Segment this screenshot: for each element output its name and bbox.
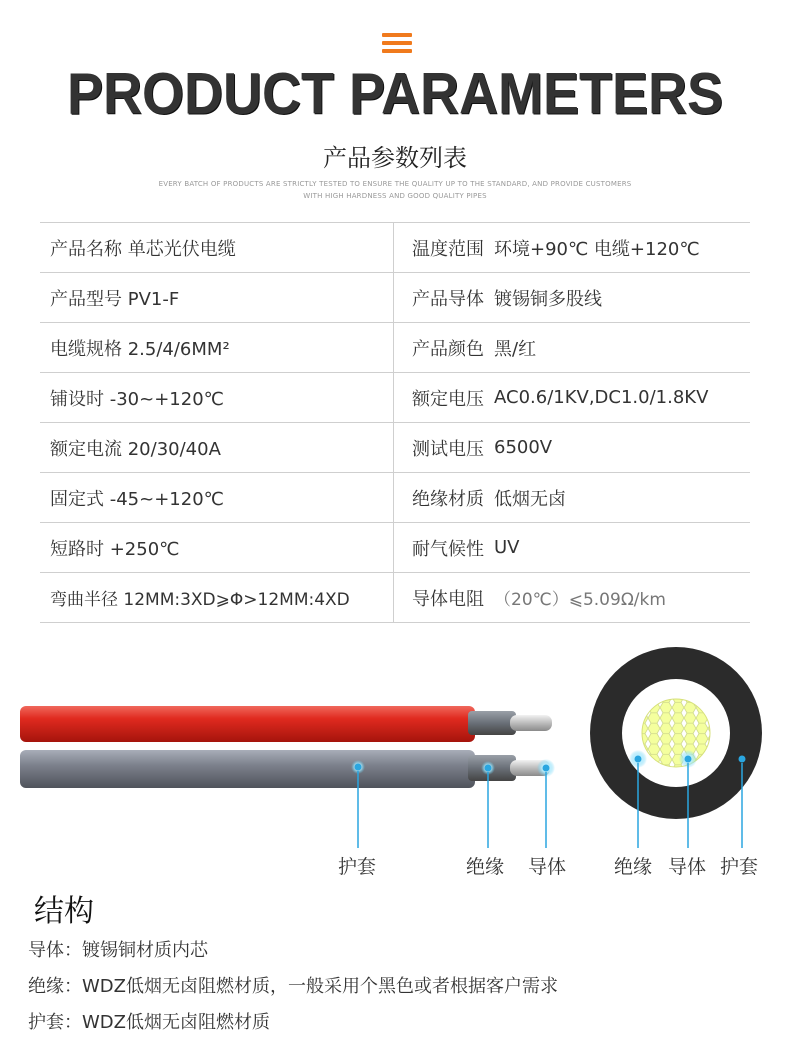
param-value: 6500V: [494, 437, 553, 458]
table-row: [40, 223, 750, 273]
param-label: 额定电压: [412, 388, 484, 410]
param-value: 环境+90℃ 电缆+120℃: [494, 238, 700, 260]
param-right: [394, 573, 750, 622]
table-row: [40, 373, 750, 423]
pointer-dot: [635, 756, 642, 763]
pointer-dot: [485, 765, 492, 772]
param-left: 产品名称 单芯光伏电缆: [40, 223, 394, 272]
page-subtitle: 产品参数列表: [323, 144, 467, 172]
table-row: [40, 573, 750, 623]
cable-structure-diagram: [0, 640, 790, 880]
param-right: [394, 223, 750, 272]
param-label: 导体电阻: [412, 588, 484, 610]
label-insulation-cross: 绝缘: [614, 856, 653, 878]
param-left: 弯曲半径 12MM:3XD⩾Φ>12MM:4XD: [40, 573, 394, 622]
param-value: 低烟无卤: [494, 488, 566, 510]
tagline: [150, 178, 640, 202]
param-left: 额定电流 20/30/40A: [40, 423, 394, 472]
menu-icon: [382, 33, 412, 55]
label-jacket: 护套: [338, 856, 377, 878]
table-row: [40, 473, 750, 523]
param-label: 绝缘材质: [412, 488, 484, 510]
param-value: AC0.6/1KV,DC1.0/1.8KV: [494, 387, 709, 408]
param-label: 耐气候性: [412, 538, 484, 560]
param-right: [394, 373, 750, 422]
param-left: 短路时 +250℃: [40, 523, 394, 572]
parameter-table: [40, 222, 750, 623]
red-cable-jacket: [20, 706, 475, 742]
param-left: 电缆规格 2.5/4/6MM²: [40, 323, 394, 372]
structure-line-jacket: 护套：WDZ低烟无卤阻燃材质: [28, 1012, 270, 1033]
param-label: 测试电压: [412, 438, 484, 460]
page-title: PRODUCT PARAMETERS: [66, 61, 723, 127]
table-row: [40, 523, 750, 573]
red-cable-conductor: [510, 715, 552, 731]
param-value: UV: [494, 537, 520, 558]
pointer-dot: [355, 764, 362, 771]
structure-title: 结构: [34, 894, 94, 929]
param-value: 黑/红: [494, 338, 537, 360]
gray-cable-jacket: [20, 750, 475, 788]
label-conductor: 导体: [528, 856, 567, 878]
param-label: 产品颜色: [412, 338, 484, 360]
red-cable-insulation: [468, 711, 516, 735]
param-right: [394, 323, 750, 372]
table-row: [40, 273, 750, 323]
label-conductor-cross: 导体: [668, 856, 707, 878]
param-value: 镀锡铜多股线: [494, 288, 602, 310]
param-value: （20℃）⩽5.09Ω/km: [494, 590, 666, 610]
pointer-dot: [685, 756, 692, 763]
label-jacket-cross: 护套: [720, 856, 759, 878]
param-left: 铺设时 -30~+120℃: [40, 373, 394, 422]
param-label: 温度范围: [412, 238, 484, 260]
table-row: [40, 323, 750, 373]
pointer-dot: [739, 756, 746, 763]
cable-illustration: [0, 640, 790, 880]
table-row: [40, 423, 750, 473]
param-right: [394, 523, 750, 572]
label-insulation: 绝缘: [466, 856, 505, 878]
param-right: [394, 273, 750, 322]
structure-line-insulation: 绝缘：WDZ低烟无卤阻燃材质，一般采用个黑色或者根据客户需求: [28, 976, 558, 997]
tagline-line-1: EVERY BATCH OF PRODUCTS ARE STRICTLY TESTED TO ENSURE THE QUALITY UP TO THE STANDARD, AND PROVIDE CUSTOMERS: [158, 180, 632, 188]
param-left: 产品型号 PV1-F: [40, 273, 394, 322]
structure-line-conductor: 导体：镀锡铜材质内芯: [28, 940, 208, 961]
param-right: [394, 423, 750, 472]
param-left: 固定式 -45~+120℃: [40, 473, 394, 522]
cross-section-conductor: [642, 699, 710, 767]
pointer-dot: [543, 765, 550, 772]
param-right: [394, 473, 750, 522]
param-label: 产品导体: [412, 288, 484, 310]
tagline-line-2: WITH HIGH HARDNESS AND GOOD QUALITY PIPES: [303, 192, 487, 200]
